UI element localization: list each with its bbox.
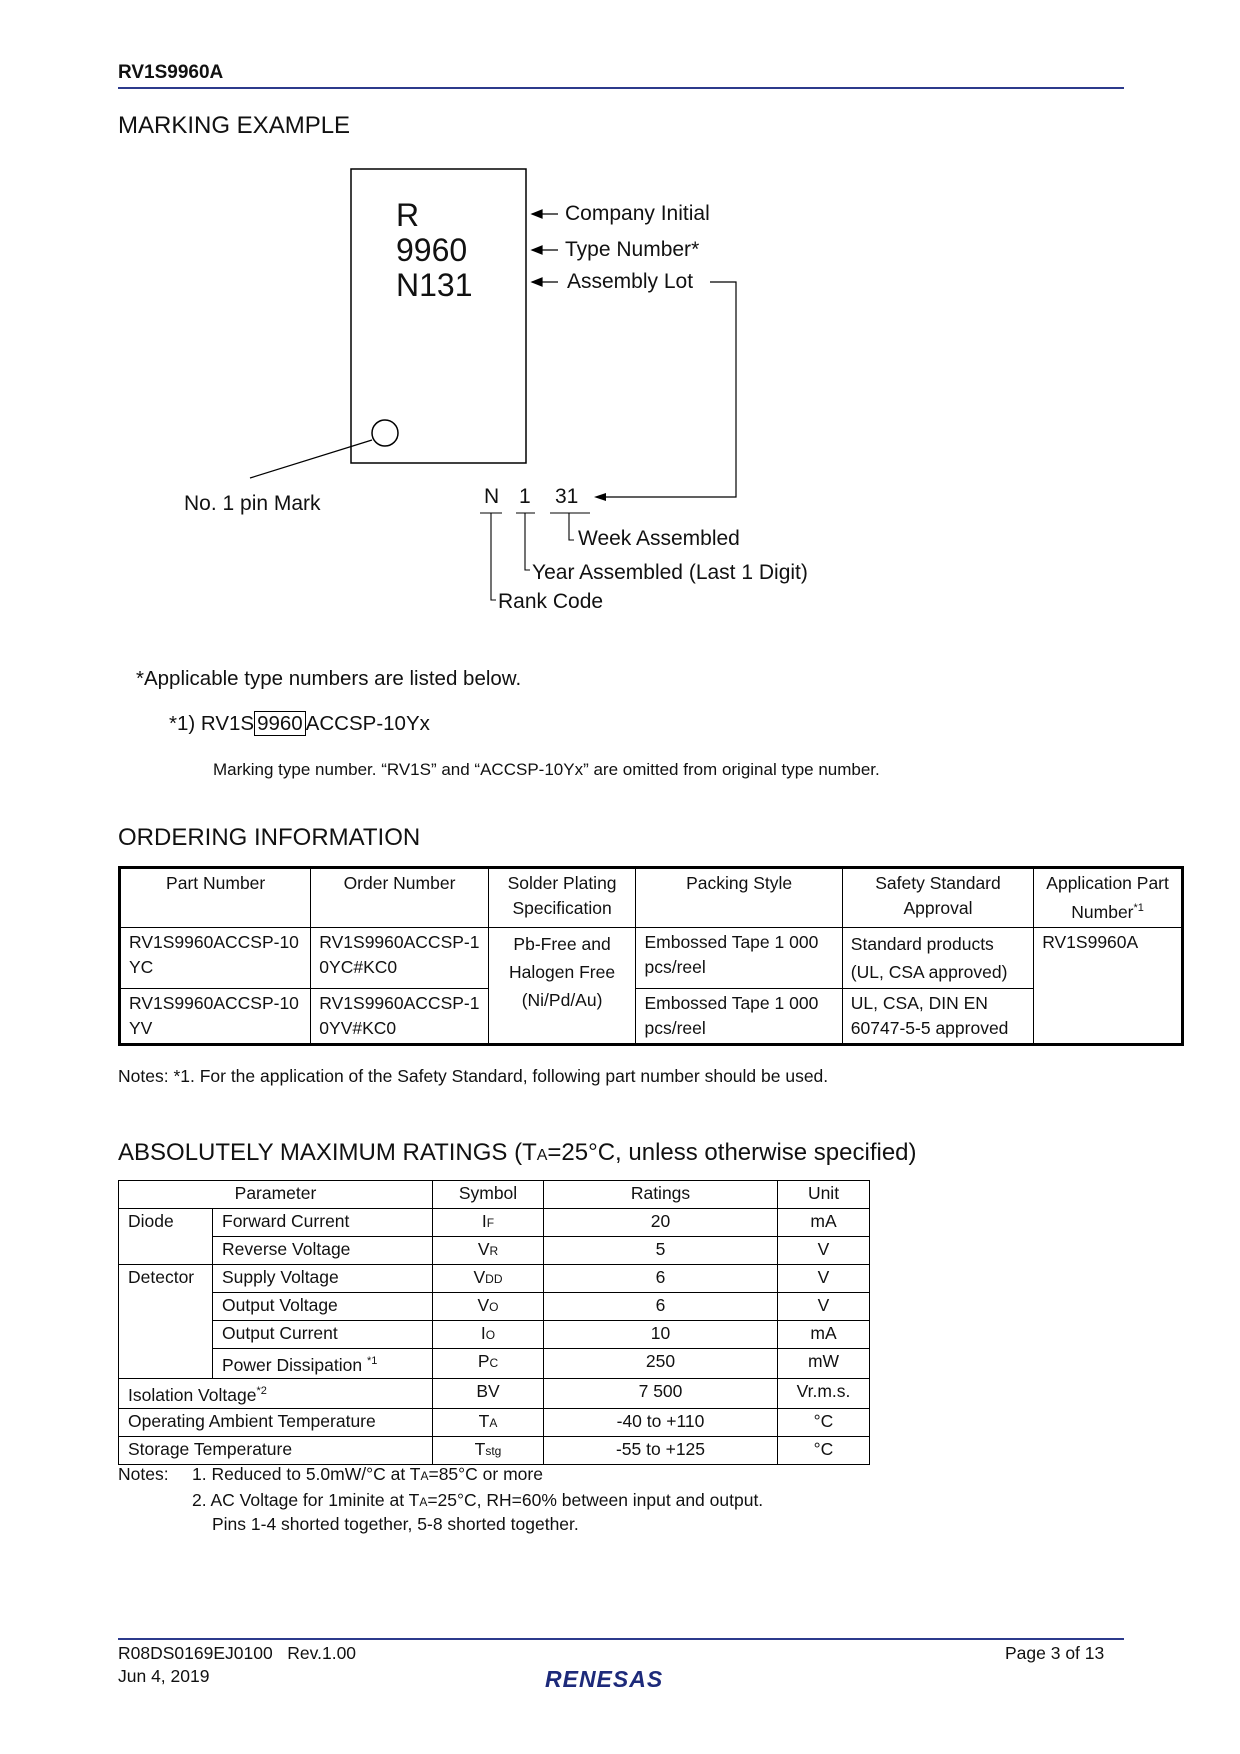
symbol-sub: A <box>489 1415 498 1430</box>
label-week-assembled: Week Assembled <box>578 527 740 550</box>
cell-app-part: RV1S9960A <box>1034 927 1183 1044</box>
cell-safety: UL, CSA, DIN EN 60747-5-5 approved <box>842 988 1033 1044</box>
cell-symbol <box>433 1378 544 1408</box>
cell-safety: Standard products (UL, CSA approved) <box>842 927 1033 988</box>
cell-symbol <box>433 1349 544 1379</box>
col-parameter: Parameter <box>119 1181 433 1209</box>
group-diode: Diode <box>119 1209 213 1265</box>
cell-unit: °C <box>778 1408 870 1436</box>
symbol-main: BV <box>476 1380 500 1401</box>
cell-solder: Pb-Free and Halogen Free (Ni/Pd/Au) <box>488 927 636 1044</box>
symbol-sub: R <box>489 1244 499 1258</box>
cell-symbol <box>433 1237 544 1265</box>
footer-date: Jun 4, 2019 <box>118 1666 210 1686</box>
cell-param: Operating Ambient Temperature <box>119 1408 433 1436</box>
cell-symbol <box>433 1408 544 1436</box>
renesas-logo: RENESAS <box>545 1666 664 1692</box>
arrow-type <box>532 246 558 254</box>
amr-note-2 <box>192 1490 763 1511</box>
label-type-number-star: * <box>691 238 700 261</box>
symbol-main: V <box>477 1295 490 1315</box>
amr-heading-sub: A <box>536 1147 548 1164</box>
table-row <box>119 1321 870 1349</box>
cell-symbol <box>433 1265 544 1293</box>
arrow-company <box>532 210 558 218</box>
col-part-number: Part Number <box>120 868 311 928</box>
cell-param: Supply Voltage <box>213 1265 433 1293</box>
pin1-leader <box>250 440 372 478</box>
param-text: Isolation Voltage <box>128 1384 257 1405</box>
symbol-main: I <box>481 1211 487 1231</box>
symbol-sub: DD <box>485 1272 503 1286</box>
document-part-number: RV1S9960A <box>118 62 224 83</box>
amr-heading-pre: ABSOLUTELY MAXIMUM RATINGS (T <box>118 1139 537 1166</box>
cell-rating: 6 <box>544 1293 778 1321</box>
cell-param: Forward Current <box>213 1209 433 1237</box>
cell-rating: 5 <box>544 1237 778 1265</box>
ordering-table <box>118 866 1184 1046</box>
marking-heading: MARKING EXAMPLE <box>118 112 351 139</box>
arrow-lot <box>532 278 558 286</box>
cell-rating: 7 500 <box>544 1378 778 1408</box>
note2-pre: 2. AC Voltage for 1minite at T <box>192 1490 420 1510</box>
cell-param <box>119 1378 433 1408</box>
cell-order: RV1S9960ACCSP-10YV#KC0 <box>311 988 488 1044</box>
amr-note-1 <box>192 1464 543 1485</box>
ratings-table <box>118 1180 870 1465</box>
cell-unit: mW <box>778 1349 870 1379</box>
cell-unit: mA <box>778 1209 870 1237</box>
cell-symbol <box>433 1436 544 1464</box>
cell-param: Output Current <box>213 1321 433 1349</box>
example-prefix: *1) RV1S <box>169 712 255 735</box>
cell-rating: -55 to +125 <box>544 1436 778 1464</box>
param-sup: *1 <box>366 1355 378 1367</box>
note1-pre: 1. Reduced to 5.0mW/°C at T <box>192 1464 421 1484</box>
ordering-header-row <box>120 868 1183 928</box>
label-pin1-mark: No. 1 pin Mark <box>184 492 321 515</box>
cell-rating: 20 <box>544 1209 778 1237</box>
code-leaders <box>480 513 590 600</box>
group-detector: Detector <box>119 1265 213 1379</box>
note1-sub: A <box>420 1469 429 1483</box>
footer-doc-info <box>118 1643 356 1664</box>
table-row <box>119 1209 870 1237</box>
pin1-mark-circle <box>372 420 398 446</box>
lot-arrowhead <box>594 493 606 501</box>
symbol-main: V <box>477 1239 490 1259</box>
footer-doc-id: R08DS0169EJ0100 <box>118 1643 273 1663</box>
cell-symbol <box>433 1321 544 1349</box>
amr-heading-post: =25°C, unless otherwise specified) <box>547 1139 917 1166</box>
symbol-sub: O <box>489 1300 499 1314</box>
table-row <box>120 988 1183 1044</box>
symbol-sub: stg <box>485 1443 502 1458</box>
table-row <box>119 1408 870 1436</box>
col-ratings: Ratings <box>544 1181 778 1209</box>
cell-param: Output Voltage <box>213 1293 433 1321</box>
amr-note-3: Pins 1-4 shorted together, 5-8 shorted together. <box>212 1514 579 1534</box>
cell-unit: mA <box>778 1321 870 1349</box>
footer-page: Page 3 of 13 <box>1005 1643 1105 1663</box>
label-rank-code: Rank Code <box>498 590 604 613</box>
symbol-main: P <box>477 1351 490 1371</box>
symbol-main: I <box>480 1323 486 1343</box>
table-row <box>120 927 1183 988</box>
marking-note: Marking type number. “RV1S” and “ACCSP-10Yx” are omitted from original type number. <box>213 760 880 779</box>
ordering-note: Notes: *1. For the application of the Safety Standard, following part number should be used. <box>118 1066 829 1086</box>
col-solder-plating: Solder Plating Specification <box>488 868 636 928</box>
amr-heading <box>118 1139 917 1167</box>
chip-line-type: 9960 <box>396 232 468 268</box>
col-application-part <box>1034 868 1183 928</box>
table-row <box>119 1237 870 1265</box>
symbol-sub: O <box>485 1328 496 1342</box>
cell-symbol <box>433 1293 544 1321</box>
ordering-heading: ORDERING INFORMATION <box>118 824 421 851</box>
cell-unit: V <box>778 1293 870 1321</box>
chip-line-company: R <box>396 197 420 233</box>
cell-unit: °C <box>778 1436 870 1464</box>
label-type-number-text: Type Number <box>565 238 692 261</box>
symbol-sub: F <box>486 1216 495 1230</box>
cell-packing: Embossed Tape 1 000 pcs/reel <box>636 927 842 988</box>
col-application-part-sup: *1 <box>1133 902 1144 914</box>
cell-unit: V <box>778 1237 870 1265</box>
col-safety-standard: Safety Standard Approval <box>842 868 1033 928</box>
table-row <box>119 1265 870 1293</box>
label-type-number <box>565 238 699 262</box>
cell-rating: 6 <box>544 1265 778 1293</box>
footer-rule <box>118 1638 1124 1640</box>
code-year: 1 <box>519 485 531 508</box>
table-row <box>119 1436 870 1464</box>
note2-sub: A <box>419 1495 428 1509</box>
col-symbol: Symbol <box>433 1181 544 1209</box>
amr-notes-label: Notes: <box>118 1464 169 1484</box>
cell-part: RV1S9960ACCSP-10YV <box>120 988 311 1044</box>
footer-rev: Rev.1.00 <box>287 1643 357 1663</box>
param-text: Power Dissipation <box>222 1354 363 1375</box>
symbol-main: T <box>478 1410 490 1431</box>
label-year-assembled: Year Assembled (Last 1 Digit) <box>532 561 808 584</box>
example-suffix: ACCSP-10Yx <box>305 712 430 735</box>
col-order-number: Order Number <box>311 868 488 928</box>
label-company-initial: Company Initial <box>565 202 710 225</box>
chip-marking-lines <box>396 198 473 303</box>
ratings-header-row <box>119 1181 870 1209</box>
col-application-part-text: Application Part Number <box>1046 873 1169 922</box>
note2-post: =25°C, RH=60% between input and output. <box>427 1490 764 1510</box>
table-row <box>119 1349 870 1379</box>
label-assembly-lot: Assembly Lot <box>567 270 694 293</box>
col-unit: Unit <box>778 1181 870 1209</box>
cell-rating: 250 <box>544 1349 778 1379</box>
cell-param <box>213 1349 433 1379</box>
table-row <box>119 1378 870 1408</box>
code-week: 31 <box>555 485 579 508</box>
cell-unit: V <box>778 1265 870 1293</box>
cell-rating: -40 to +110 <box>544 1408 778 1436</box>
symbol-main: T <box>474 1438 486 1459</box>
cell-unit: Vr.m.s. <box>778 1378 870 1408</box>
table-row <box>119 1293 870 1321</box>
col-packing-style: Packing Style <box>636 868 842 928</box>
cell-rating: 10 <box>544 1321 778 1349</box>
applicable-note: *Applicable type numbers are listed below. <box>136 667 522 690</box>
lot-connector-line <box>604 282 736 497</box>
example-boxed: 9960 <box>254 711 306 736</box>
symbol-sub: C <box>489 1356 499 1370</box>
cell-param: Storage Temperature <box>119 1436 433 1464</box>
type-number-example <box>169 712 430 736</box>
cell-packing: Embossed Tape 1 000 pcs/reel <box>636 988 842 1044</box>
param-sup: *2 <box>256 1384 267 1397</box>
symbol-main: V <box>473 1267 486 1287</box>
cell-part: RV1S9960ACCSP-10YC <box>120 927 311 988</box>
code-rank: N <box>484 485 500 508</box>
cell-symbol <box>433 1209 544 1237</box>
note1-post: =85°C or more <box>428 1464 543 1484</box>
cell-param: Reverse Voltage <box>213 1237 433 1265</box>
cell-order: RV1S9960ACCSP-10YC#KC0 <box>311 927 488 988</box>
chip-line-lot: N131 <box>396 267 473 303</box>
